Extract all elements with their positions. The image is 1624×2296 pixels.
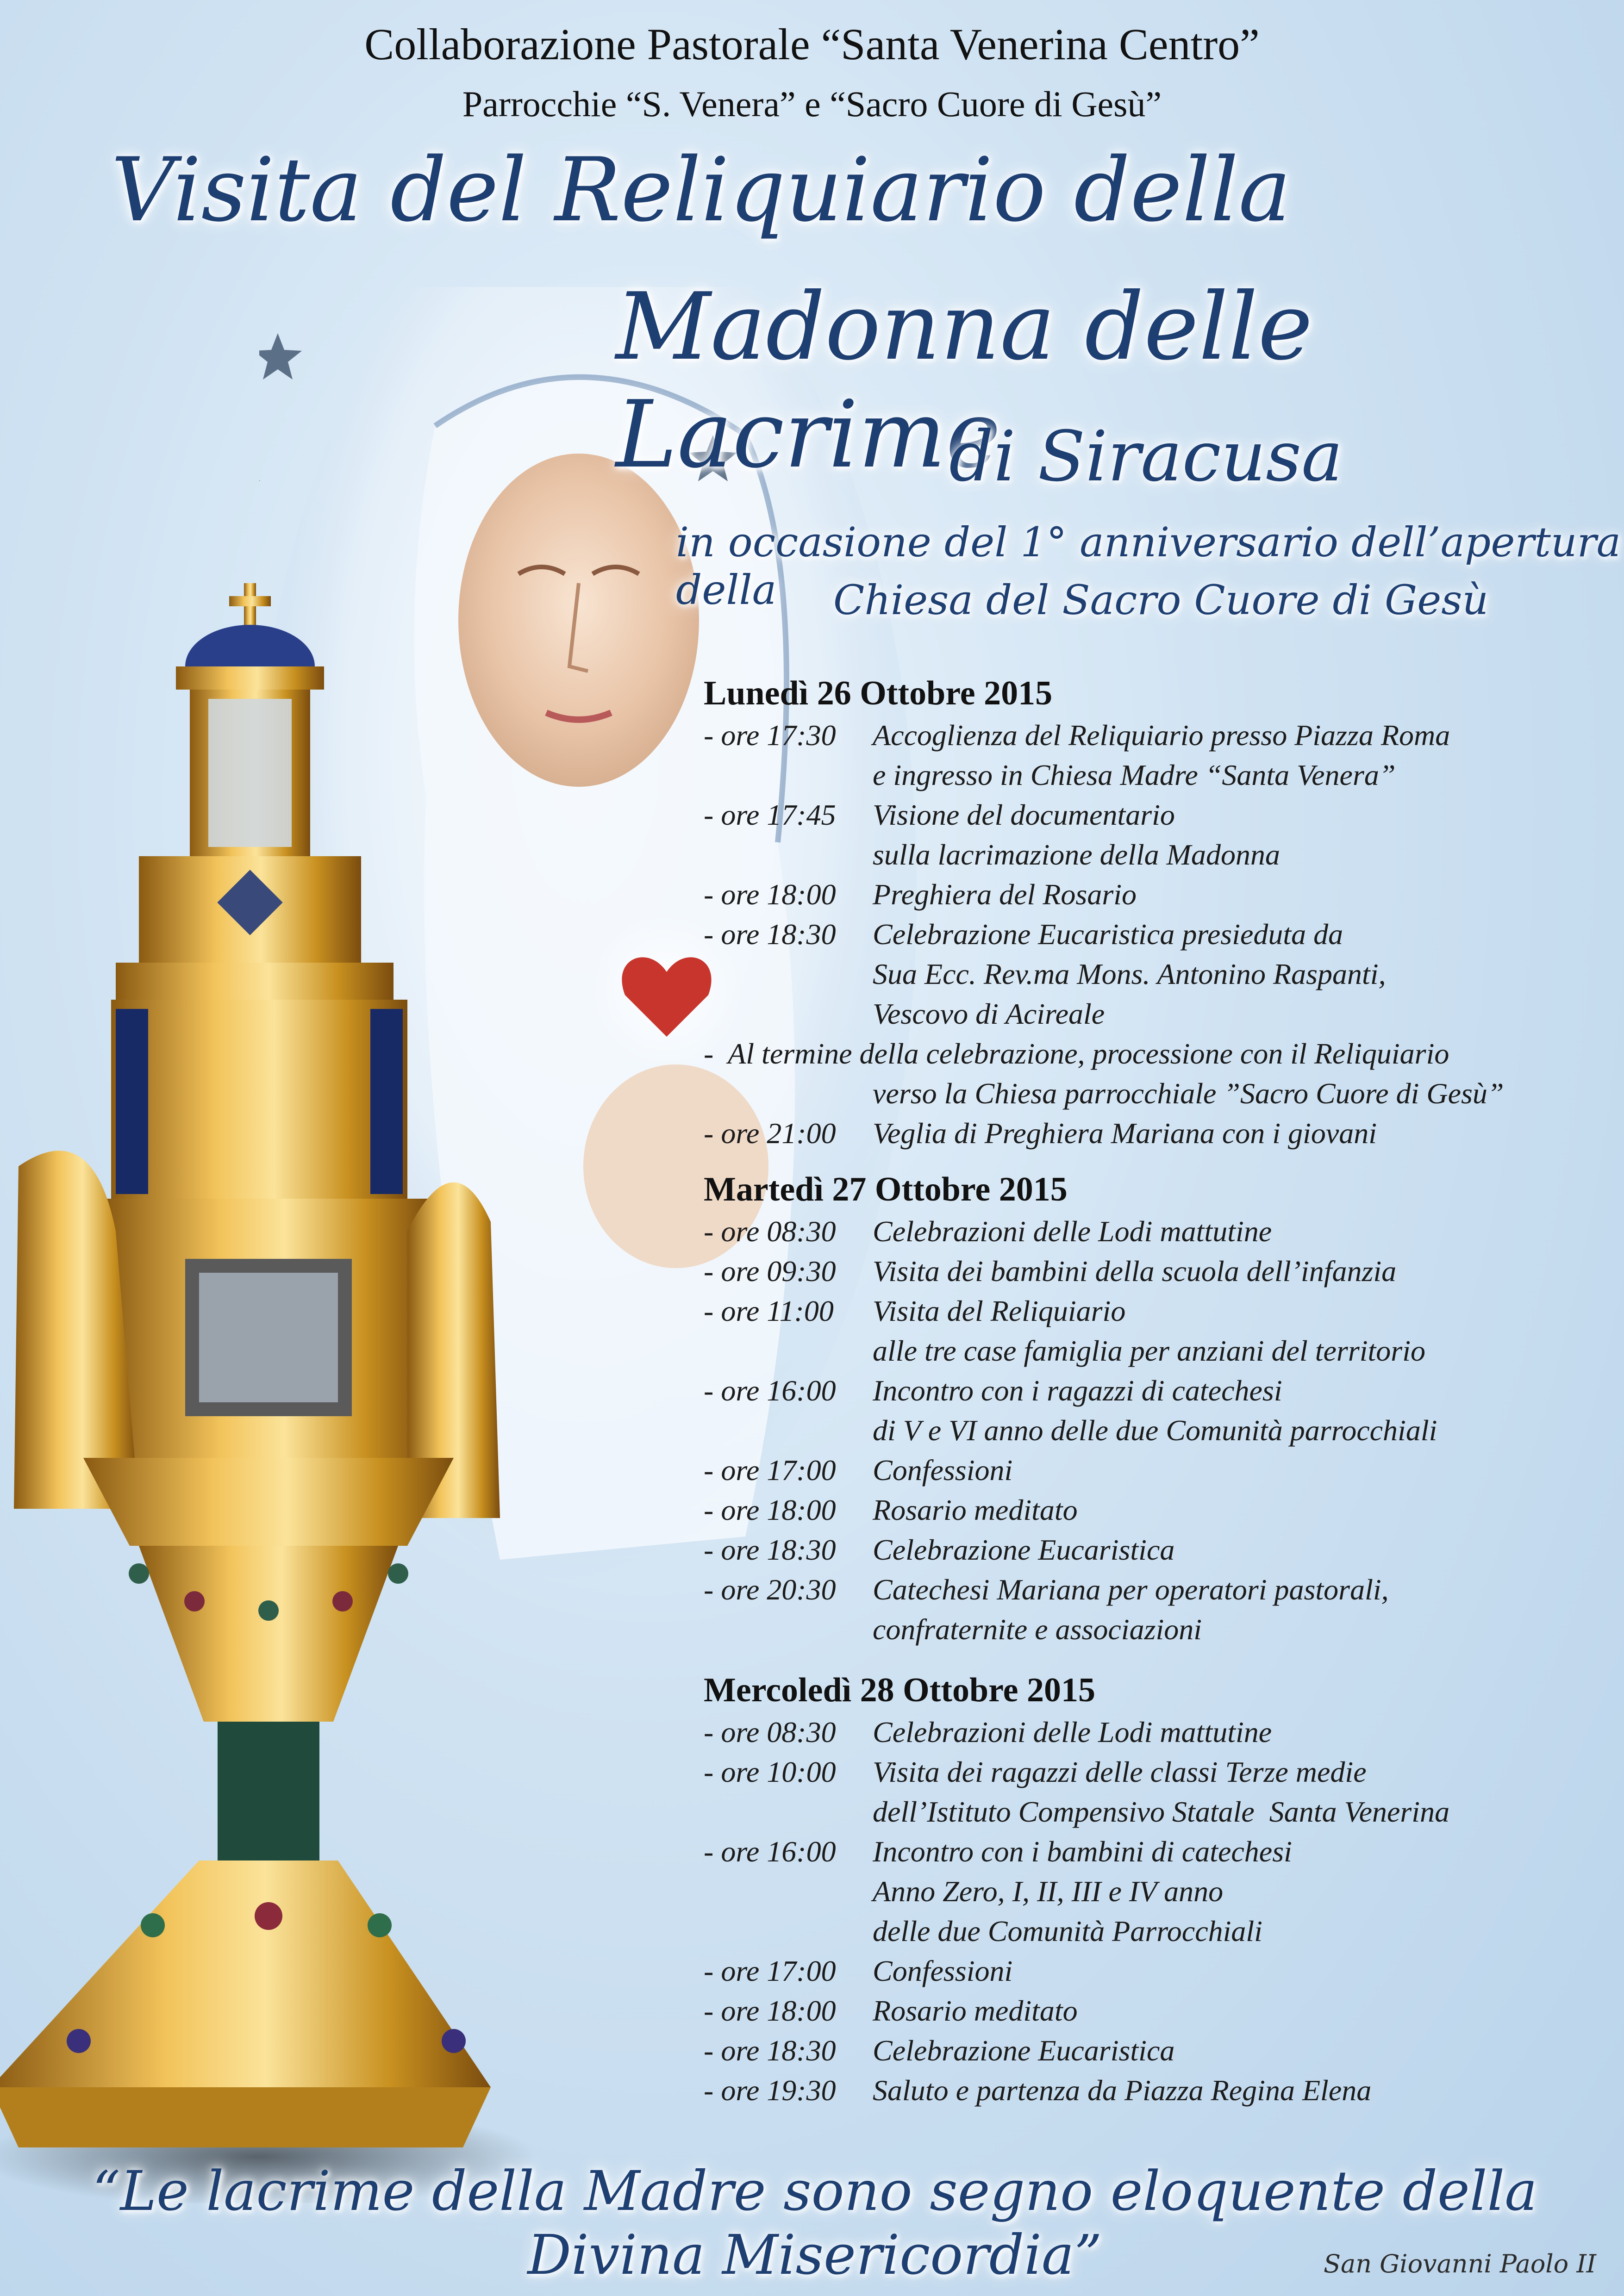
footer-quote: “Le lacrime della Madre sono segno eloquente della Divina Misericordia”	[92, 2159, 1537, 2287]
event-text: e ingresso in Chiesa Madre “Santa Venera”	[873, 759, 1396, 791]
event-time: - ore 09:30	[704, 1255, 836, 1288]
event-time: - ore 18:00	[704, 1994, 836, 2027]
event-text: Incontro con i ragazzi di catechesi	[873, 1374, 1282, 1407]
event	[704, 1832, 1583, 1951]
event	[704, 1291, 1583, 1371]
event	[704, 1991, 1583, 2031]
event-text: Catechesi Mariana per operatori pastorali,	[873, 1573, 1389, 1606]
event	[704, 1251, 1583, 1291]
event	[704, 2031, 1583, 2071]
event-text: Preghiera del Rosario	[873, 878, 1137, 911]
event-text: Confessioni	[873, 1954, 1013, 1987]
occasion-line-2: Chiesa del Sacro Cuore di Gesù	[833, 576, 1489, 624]
event-time: - ore 18:00	[704, 1493, 836, 1526]
event-time: - ore 17:00	[704, 1454, 836, 1487]
event-text: Celebrazioni delle Lodi mattutine	[873, 1716, 1272, 1748]
event-text: Celebrazione Eucaristica presieduta da	[873, 918, 1343, 951]
event-text: Rosario meditato	[873, 1493, 1078, 1526]
event-time: - ore 20:30	[704, 1573, 836, 1606]
event-text: - Al termine della celebrazione, processione con il Reliquiario	[704, 1037, 1449, 1070]
day-monday	[704, 671, 1583, 1153]
event-time: - ore 18:00	[704, 878, 836, 911]
event	[704, 795, 1583, 875]
event-time: - ore 21:00	[704, 1117, 836, 1150]
event-text: alle tre case famiglia per anziani del territorio	[873, 1334, 1425, 1367]
event-time: - ore 11:00	[704, 1294, 834, 1327]
event	[704, 1450, 1583, 1490]
event-text: Vescovo di Acireale	[873, 997, 1105, 1030]
event-text: Visione del documentario	[873, 798, 1175, 831]
event	[704, 1530, 1583, 1570]
event-procession	[704, 1034, 1583, 1114]
event	[704, 1712, 1583, 1752]
event-text: di V e VI anno delle due Comunità parrocchiali	[873, 1414, 1437, 1447]
event-text: confraternite e associazioni	[873, 1613, 1202, 1646]
event-time: - ore 08:30	[704, 1215, 836, 1248]
event-text: Accoglienza del Reliquiario presso Piazza Roma	[873, 719, 1450, 752]
schedule	[704, 671, 1583, 2110]
title-line-2: Madonna delle Lacrime	[616, 273, 1313, 489]
event-text: Celebrazione Eucaristica	[873, 2034, 1175, 2067]
event-text: Visita dei bambini della scuola dell’infanzia	[873, 1255, 1397, 1288]
event-text: sulla lacrimazione della Madonna	[873, 838, 1280, 871]
event	[704, 2071, 1583, 2110]
day-tuesday	[704, 1167, 1583, 1649]
event-text: Sua Ecc. Rev.ma Mons. Antonino Raspanti,	[873, 958, 1386, 990]
event-time: - ore 16:00	[704, 1835, 836, 1868]
event-text: dell’Istituto Compensivo Statale Santa Venerina	[873, 1795, 1450, 1828]
day-title: Martedì 27 Ottobre 2015	[704, 1170, 1068, 1208]
event-text: Anno Zero, I, II, III e IV anno	[873, 1875, 1224, 1908]
event-time: - ore 18:30	[704, 1533, 836, 1566]
event	[704, 1490, 1583, 1530]
title-line-3: di Siracusa	[949, 417, 1343, 497]
event-text: Celebrazioni delle Lodi mattutine	[873, 1215, 1272, 1248]
event-time: - ore 19:30	[704, 2074, 836, 2107]
event-time: - ore 18:30	[704, 918, 836, 951]
event	[704, 1951, 1583, 1991]
event	[704, 1570, 1583, 1649]
event-time: - ore 17:00	[704, 1954, 836, 1987]
organization-title: Collaborazione Pastorale “Santa Venerina Centro”	[364, 19, 1260, 69]
event-time: - ore 17:30	[704, 719, 836, 752]
event-text: Saluto e partenza da Piazza Regina Elena	[873, 2074, 1372, 2107]
parishes-subtitle: Parrocchie “S. Venera” e “Sacro Cuore di Gesù”	[462, 84, 1162, 124]
event-text: Incontro con i bambini di catechesi	[873, 1835, 1292, 1868]
event-text: Visita del Reliquiario	[873, 1294, 1126, 1327]
event-time: - ore 18:30	[704, 2034, 836, 2067]
event	[704, 915, 1583, 1034]
event	[704, 1371, 1583, 1450]
day-wednesday	[704, 1668, 1583, 2110]
event	[704, 1114, 1583, 1153]
event	[704, 716, 1583, 795]
event	[704, 875, 1583, 915]
event-time: - ore 10:00	[704, 1755, 836, 1788]
event-time: - ore 08:30	[704, 1716, 836, 1748]
reliquary-image	[0, 583, 546, 2203]
occasion-line-1: in occasione del 1° anniversario dell’apertura della	[676, 518, 1621, 614]
event-text: Rosario meditato	[873, 1994, 1078, 2027]
event	[704, 1752, 1583, 1832]
quote-signature: San Giovanni Paolo II	[1324, 2249, 1596, 2278]
title-line-1: Visita del Reliquiario della	[111, 139, 1291, 241]
day-title: Mercoledì 28 Ottobre 2015	[704, 1671, 1096, 1709]
event-text: Confessioni	[873, 1454, 1013, 1487]
event-text: delle due Comunità Parrocchiali	[873, 1915, 1262, 1948]
event	[704, 1212, 1583, 1251]
event-text: Visita dei ragazzi delle classi Terze medie	[873, 1755, 1367, 1788]
event-text: verso la Chiesa parrocchiale ”Sacro Cuore di Gesù”	[873, 1077, 1504, 1110]
event-text: Celebrazione Eucaristica	[873, 1533, 1175, 1566]
event-time: - ore 16:00	[704, 1374, 836, 1407]
event-time: - ore 17:45	[704, 798, 836, 831]
event-text: Veglia di Preghiera Mariana con i giovani	[873, 1117, 1377, 1150]
day-title: Lunedì 26 Ottobre 2015	[704, 674, 1053, 712]
